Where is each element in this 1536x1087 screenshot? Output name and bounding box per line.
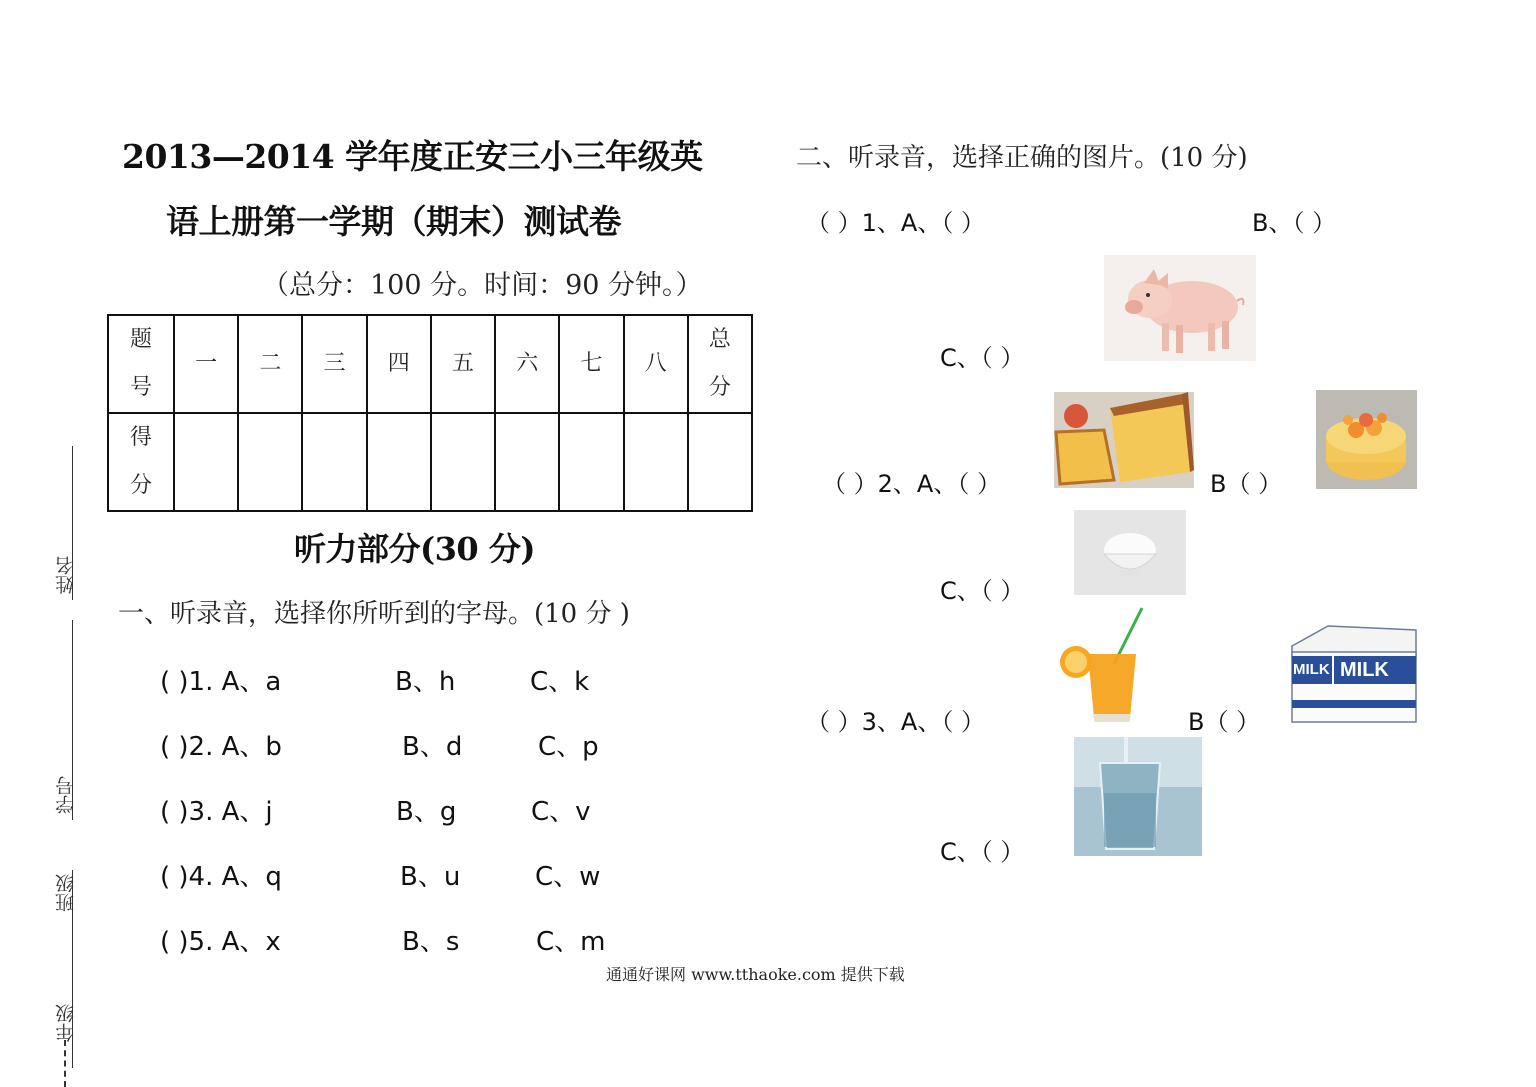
birthday-cake-image [1316,390,1417,489]
milk-label-left: MILK [1293,661,1330,678]
listening-heading: 听力部分(30 分) [294,530,535,568]
table-cell-header-label [108,315,174,413]
table-cell: 四 [367,315,431,413]
score-input-cell[interactable] [559,413,623,511]
score-table [107,314,753,512]
score-input-cell[interactable] [688,413,752,511]
q1-item-5-c: C、m [536,927,606,957]
orange-juice-image [1058,606,1146,728]
table-cell: 一 [174,315,238,413]
cut-line [64,1040,66,1087]
table-cell-total [688,315,752,413]
student-no-label: 学号 [55,776,77,814]
q2-item-1-a: （ ）1、A、（ ） [806,209,985,237]
class-label: 班级 [55,874,77,912]
table-score-row [108,413,752,511]
q1-item-3-b: B、g [396,797,457,827]
grade-label: 年级 [55,1004,77,1042]
total-label: 总分 [708,327,731,400]
q2-item-3-c: C、（ ） [940,838,1025,866]
q2-item-2-a: （ ）2、A、（ ） [822,470,1001,498]
table-cell: 七 [559,315,623,413]
q2-item-2-b: B（ ） [1210,470,1283,498]
score-input-cell[interactable] [624,413,688,511]
milk-carton-image [1288,622,1418,726]
name-label: 姓名 [55,556,77,594]
title-line-1: 2013—2014 学年度正安三小三年级英 [122,137,703,176]
q1-item-1-b: B、h [395,667,456,697]
score-input-cell[interactable] [495,413,559,511]
q2-item-1-b: B、（ ） [1252,209,1337,237]
q1-item-4-c: C、w [535,862,601,892]
table-cell: 三 [302,315,366,413]
score-input-cell[interactable] [367,413,431,511]
q1-item-1-c: C、k [530,667,590,697]
q2-item-3-a: （ ）3、A、（ ） [806,708,985,736]
milk-label-right: MILK [1340,659,1389,681]
title-line-2: 语上册第一学期（期末）测试卷 [166,202,621,241]
score-input-cell[interactable] [174,413,238,511]
q2-item-3-b: B（ ） [1188,708,1261,736]
rice-bowl-image [1074,510,1186,595]
q1-item-2-a: ( )2. A、b [160,732,282,762]
header-label: 题号 [129,327,152,400]
table-cell-score-label [108,413,174,511]
q1-item-4-a: ( )4. A、q [160,862,282,892]
score-input-cell[interactable] [302,413,366,511]
q1-item-5-b: B、s [402,927,460,957]
section-1-heading: 一、听录音，选择你所听到的字母。(10 分 ) [118,599,630,629]
q1-item-3-c: C、v [531,797,591,827]
table-header-row [108,315,752,413]
pig-image [1104,255,1256,361]
grade-line [72,918,73,1068]
q1-item-2-c: C、p [538,732,599,762]
q1-item-3-a: ( )3. A、j [160,797,273,827]
footer-text: 通通好课网 www.tthaoke.com 提供下载 [606,965,905,984]
water-glass-image [1074,737,1202,856]
table-cell: 六 [495,315,559,413]
q1-item-1-a: ( )1. A、a [160,667,282,697]
score-input-cell[interactable] [431,413,495,511]
q1-item-5-a: ( )5. A、x [160,927,281,957]
subtitle: （总分：100 分。时间：90 分钟。） [262,270,703,301]
section-2-heading: 二、听录音，选择正确的图片。(10 分) [796,143,1248,173]
score-label: 得分 [129,425,152,498]
q2-item-1-c: C、（ ） [940,344,1025,372]
q2-item-2-c: C、（ ） [940,577,1025,605]
score-input-cell[interactable] [238,413,302,511]
table-cell: 八 [624,315,688,413]
q1-item-2-b: B、d [402,732,463,762]
sponge-cake-image [1054,392,1194,488]
table-cell: 五 [431,315,495,413]
table-cell: 二 [238,315,302,413]
q1-item-4-b: B、u [400,862,461,892]
